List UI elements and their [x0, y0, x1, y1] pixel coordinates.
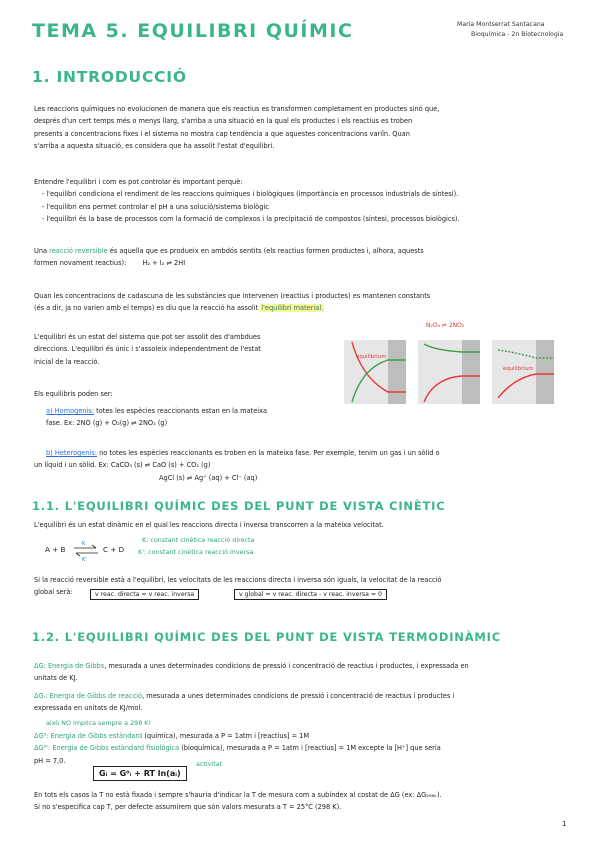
intro-paragraph: Les reaccions químiques no evolucionen de manera que els reactius es transformen completament en productes sinó que, després d'un cert temps més o menys llarg, s'arriba a una situació en la qual els productes i els reactius es troben presents a concentracions fixes i el sistema no mostra cap tendència a que aquestes concentracions variïn. Quan s'arriba a aquesta situació, es considera que ha assolit l'estat d'equilibri. [34, 105, 440, 151]
page-title: TEMA 5. EQUILIBRI QUÍMIC [32, 20, 354, 42]
term-reversible: reacció reversible [49, 247, 108, 255]
reversible-definition: Una reacció reversible és aquella que es produeix en ambdós sentits (els reactius formen productes i, alhora, aquests formen novament reactius): H₂ + I₂ ⇌ 2HI [34, 247, 424, 268]
k-reverse-label: K' [82, 557, 87, 562]
list-item: - l'equilibri ens permet controlar el pH a una solució/sistema biològic [42, 202, 269, 211]
section-1-2-heading: 1.2. L'EQUILIBRI QUÍMIC DES DEL PUNT DE VISTA TERMODINÀMIC [32, 630, 501, 644]
importance-list: Entendre l'equilibri i com es pot controlar és important perquè: - l'equilibri condiciona el rendiment de les reaccions químiques i biològiques (importància en processos industrials de síntesi). - l'equilibri ens permet controlar el pH a una solució/sistema biològic - l'equilibri és la base de processos com la formació de complexos i la precipitació de compostos (síntesi, processos biològics). [34, 176, 460, 226]
author-name: Maria Montserrat Santacana [457, 21, 545, 28]
reaction-right: C + D [103, 545, 125, 554]
formula-note: activitat [196, 760, 223, 768]
list-item: - l'equilibri és la base de processos com la formació de complexos i la precipitació de compostos (síntesi, processos biològics). [42, 215, 460, 224]
k-note-reverse: K': constant cinètica reacció inversa [138, 548, 254, 556]
note-298k: això NO implica sempre a 298 K! [46, 719, 152, 727]
term-gibbs-reaction: ΔGᵣ: Energia de Gibbs de reacció [34, 692, 143, 700]
kinetic-intro: L'equilibri és un estat dinàmic en el qual les reaccions directa i inversa transcorren a la mateixa velocitat. [34, 521, 384, 529]
term-gibbs-standard: ΔG⁰: Energia de Gibbs estàndard [34, 732, 143, 740]
velocity-box-1: v reac. directa = v reac. inversa [90, 591, 199, 598]
heterogeneous-item: b) Heterogenis: no totes les espècies reaccionants es troben en la mateixa fase. Per exemple, tenim un gas i un sòlid o un líquid i un sòlid. Ex: CaCO₃ (s) ⇌ CaO (s) + CO₂ (g) AgCl (s) ⇌ Ag⁺ (aq) + Cl⁻ (aq) [34, 449, 440, 482]
equation-hi: H₂ + I₂ ⇌ 2HI [142, 259, 186, 268]
reaction-left: A + B [45, 545, 66, 554]
author-block [457, 20, 563, 40]
term-homogenis: a) Homogenis: [46, 407, 95, 415]
gibbs-definition: ΔG: Energia de Gibbs, mesurada a unes determinades condicions de pressió i concentració de reactius i productes, i expressada en unitats de KJ. [34, 662, 469, 683]
term-heterogenis: b) Heterogenis: [46, 449, 98, 457]
term-gibbs: ΔG: Energia de Gibbs [34, 662, 105, 670]
equilibrium-graphs [338, 318, 564, 410]
page-number: 1 [562, 820, 567, 828]
list-item: - l'equilibri condiciona el rendiment de les reaccions químiques i biològiques (importància en processos industrials de síntesi). [42, 190, 459, 199]
author-course: Bioquímica - 2n Biotecnologia [471, 31, 564, 38]
temperature-note: En tots els casos la T no està fixada i sempre s'hauria d'indicar la T de mesura com a subíndex al costat de ΔG (ex: ΔG₂₉₈ₖ). Si no s'especifica cap T, per defecte assumirem que són valors mesurats a T = 25°C (298 K). [34, 791, 442, 812]
homogeneous-item: a) Homogenis: totes les espècies reaccionants estan en la mateixa fase. Ex: 2NO (g) + O₂(g) ⇌ 2NO₂ (g) [46, 407, 268, 428]
figure-reaction: N₂O₄ ⇌ 2NO₂ [426, 322, 465, 329]
graph-panel-3 [492, 340, 554, 404]
section-1-1-heading: 1.1. L'EQUILIBRI QUÍMIC DES DEL PUNT DE VISTA CINÈTIC [32, 499, 446, 513]
k-forward-label: K [82, 541, 86, 547]
velocity-text: Si la reacció reversible està a l'equilibri, les velocitats de les reaccions directa i inversa són iguals, la velocitat de la reacció global serà: [34, 576, 442, 597]
term-gibbs-physiological: ΔG⁰': Energia de Gibbs estàndard fisiològica [34, 744, 180, 753]
graph-panel-2 [418, 340, 480, 404]
term-equilibri-material: l'equilibri material. [261, 304, 324, 313]
equilibrium-state-text: L'equilibri és un estat del sistema que pot ser assolit des d'ambdues direccions. L'equilibri és únic i s'assoleix independentment de l'estat inicial de la reacció. [34, 333, 261, 366]
graph-panel-1 [344, 340, 406, 404]
gibbs-reaction-definition: ΔGᵣ: Energia de Gibbs de reacció, mesurada a unes determinades condicions de pressió i concentració de reactius i productes i expressada en unitats de KJ/mol. [34, 692, 455, 713]
graph-label-1: equilibrium [356, 354, 387, 360]
equilibrium-definition: Quan les concentracions de cadascuna de les substàncies que intervenen (reactius i productes) es mantenen constants (és a dir, ja no varien amb el temps) es diu que la reacció ha assolit l'equilibri material. [34, 292, 431, 313]
graph-label-2: equilibrium [503, 366, 534, 372]
k-note-forward: K: constant cinètica reacció directa [142, 536, 255, 544]
velocity-box-2: v global = v reac. directa - v reac. inversa = 0 [234, 591, 387, 598]
gibbs-standard-definition: ΔG⁰: Energia de Gibbs estàndard (química), mesurada a P = 1atm i [reactius] = 1M ΔG⁰': Energia de Gibbs estàndard fisiològica (bioquímica), mesurada a P = 1atm i [reactius] = 1M excepte la [H⁺] que seria pH = 7,0. [34, 732, 441, 765]
equilibrium-arrows [72, 540, 100, 562]
types-intro: Els equilibris poden ser: [34, 390, 113, 398]
section-1-heading: 1. INTRODUCCIÓ [32, 68, 187, 86]
gibbs-formula: Gᵢ = G⁰ᵢ + RT ln(aᵢ) [93, 766, 187, 781]
